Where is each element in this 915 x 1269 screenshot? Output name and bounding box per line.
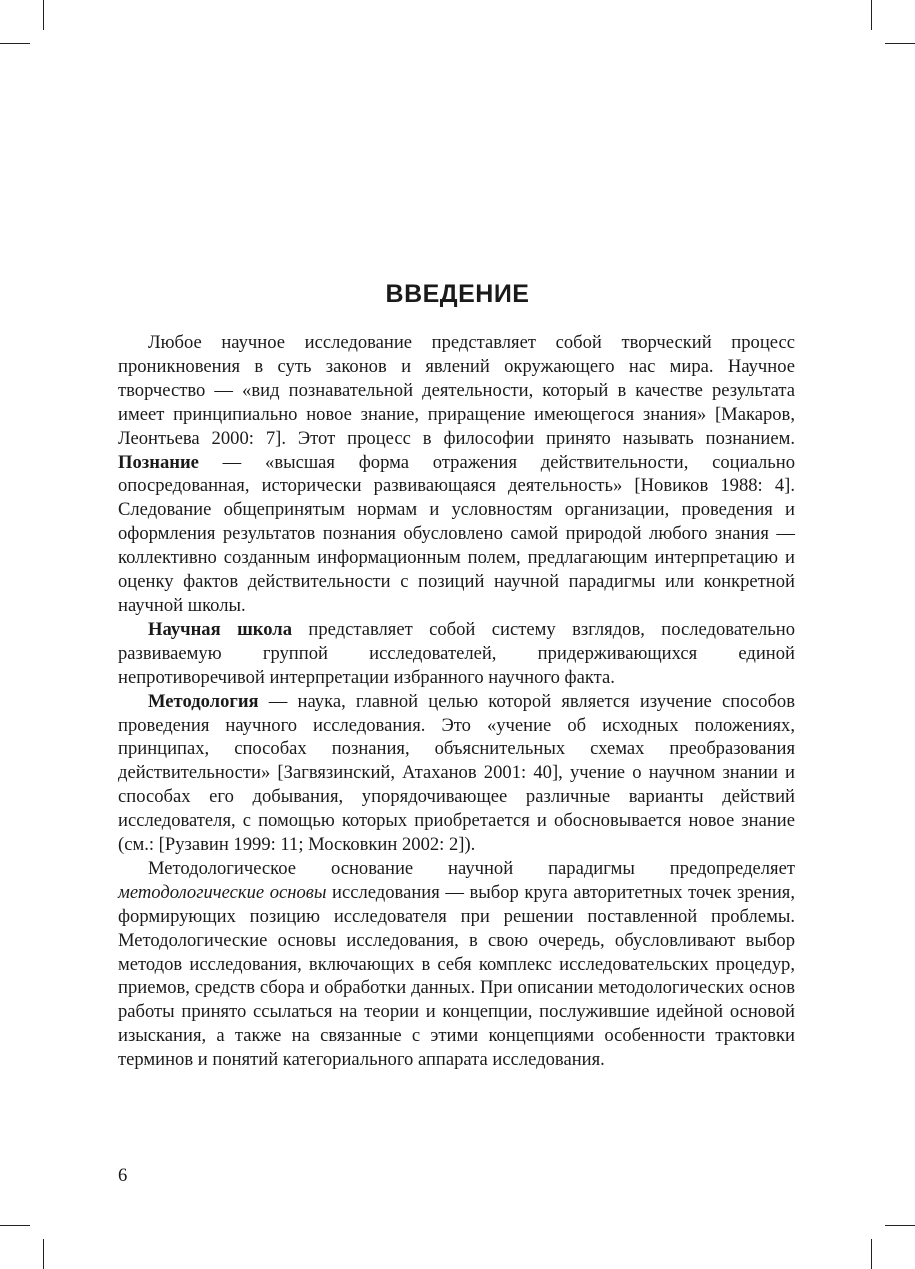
term-nauchnaya-shkola: Научная школа — [148, 618, 293, 640]
crop-mark-top-left-v — [43, 0, 44, 30]
crop-mark-bottom-right-v — [871, 1239, 872, 1269]
methodological-basis-text-2: исследования — выбор круга авторитетных точек зрения, формирующих позицию исследователя при решении поставленной проблемы. Методологические основы исследования, в свою очередь, обусловливают выбор методов исследования, включающих в себя комплекс исследовательских процедур, приемов, средств сбора и обработки данных. При описании методологических основ работы принято ссылаться на теории и концепции, послужившие идейной основой изыскания, а также на связанные с этими концепциями особенности трактовки терминов и понятий категориального аппарата исследования. — [118, 881, 795, 1071]
term-poznanie: Познание — [118, 451, 199, 473]
paragraph-methodology — [118, 690, 795, 857]
methodology-text: — наука, главной целью которой является изучение способов проведения научного исследования. Это «учение об исходных положениях, принципах, способах познания, объяснительных схемах преобразования действительности» [Загвязинский, Атаханов 2001: 40], учение о научном знании и способах его добывания, упорядочивающее различные варианты действий исследователя, с помощью которых приобретается и обосновывается новое знание (см.: [Рузавин 1999: 11; Московкин 2002: 2]). — [118, 690, 795, 856]
scientific-school-text: представляет собой систему взглядов, последовательно развиваемую группой исследователей, придерживающихся единой непротиворечивой интерпретации избранного научного факта. — [118, 618, 795, 688]
page-number: 6 — [118, 1165, 128, 1186]
intro-text-2: — «высшая форма отражения действительности, социально опосредованная, исторически развивающаяся деятельность» [Новиков 1988: 4]. Следование общепринятым нормам и условностям организации, проведения и оформления результатов познания обусловлено самой природой любого знания — коллективно созданным информационным полем, предлагающим интерпретацию и оценку фактов действительности с позиций научной парадигмы или конкретной научной школы. — [118, 451, 795, 616]
paragraph-intro — [118, 331, 795, 618]
crop-mark-bottom-right-h — [885, 1225, 915, 1226]
crop-mark-bottom-left-h — [0, 1225, 30, 1226]
paragraph-scientific-school — [118, 618, 795, 690]
term-metodologiya: Методология — [148, 690, 259, 712]
paragraph-methodological-basis — [118, 857, 795, 1072]
term-metodologicheskie-osnovy: методологические основы — [118, 881, 327, 903]
crop-mark-top-right-h — [885, 43, 915, 44]
crop-mark-top-left-h — [0, 43, 30, 44]
crop-mark-bottom-left-v — [43, 1239, 44, 1269]
page-title: ВВЕДЕНИЕ — [385, 280, 530, 308]
methodological-basis-text-1: Методологическое основание научной парадигмы предопределяет — [148, 857, 795, 879]
intro-text-1: Любое научное исследование представляет собой творческий процесс проникновения в суть законов и явлений окружающего нас мира. Научное творчество — «вид познавательной деятельности, который в качестве результата имеет принципиально новое знание, приращение имеющегося знания» [Макаров, Леонтьева 2000: 7]. Этот процесс в философии принято называть познанием. — [118, 332, 795, 449]
body-text — [118, 331, 795, 1072]
crop-mark-top-right-v — [871, 0, 872, 30]
